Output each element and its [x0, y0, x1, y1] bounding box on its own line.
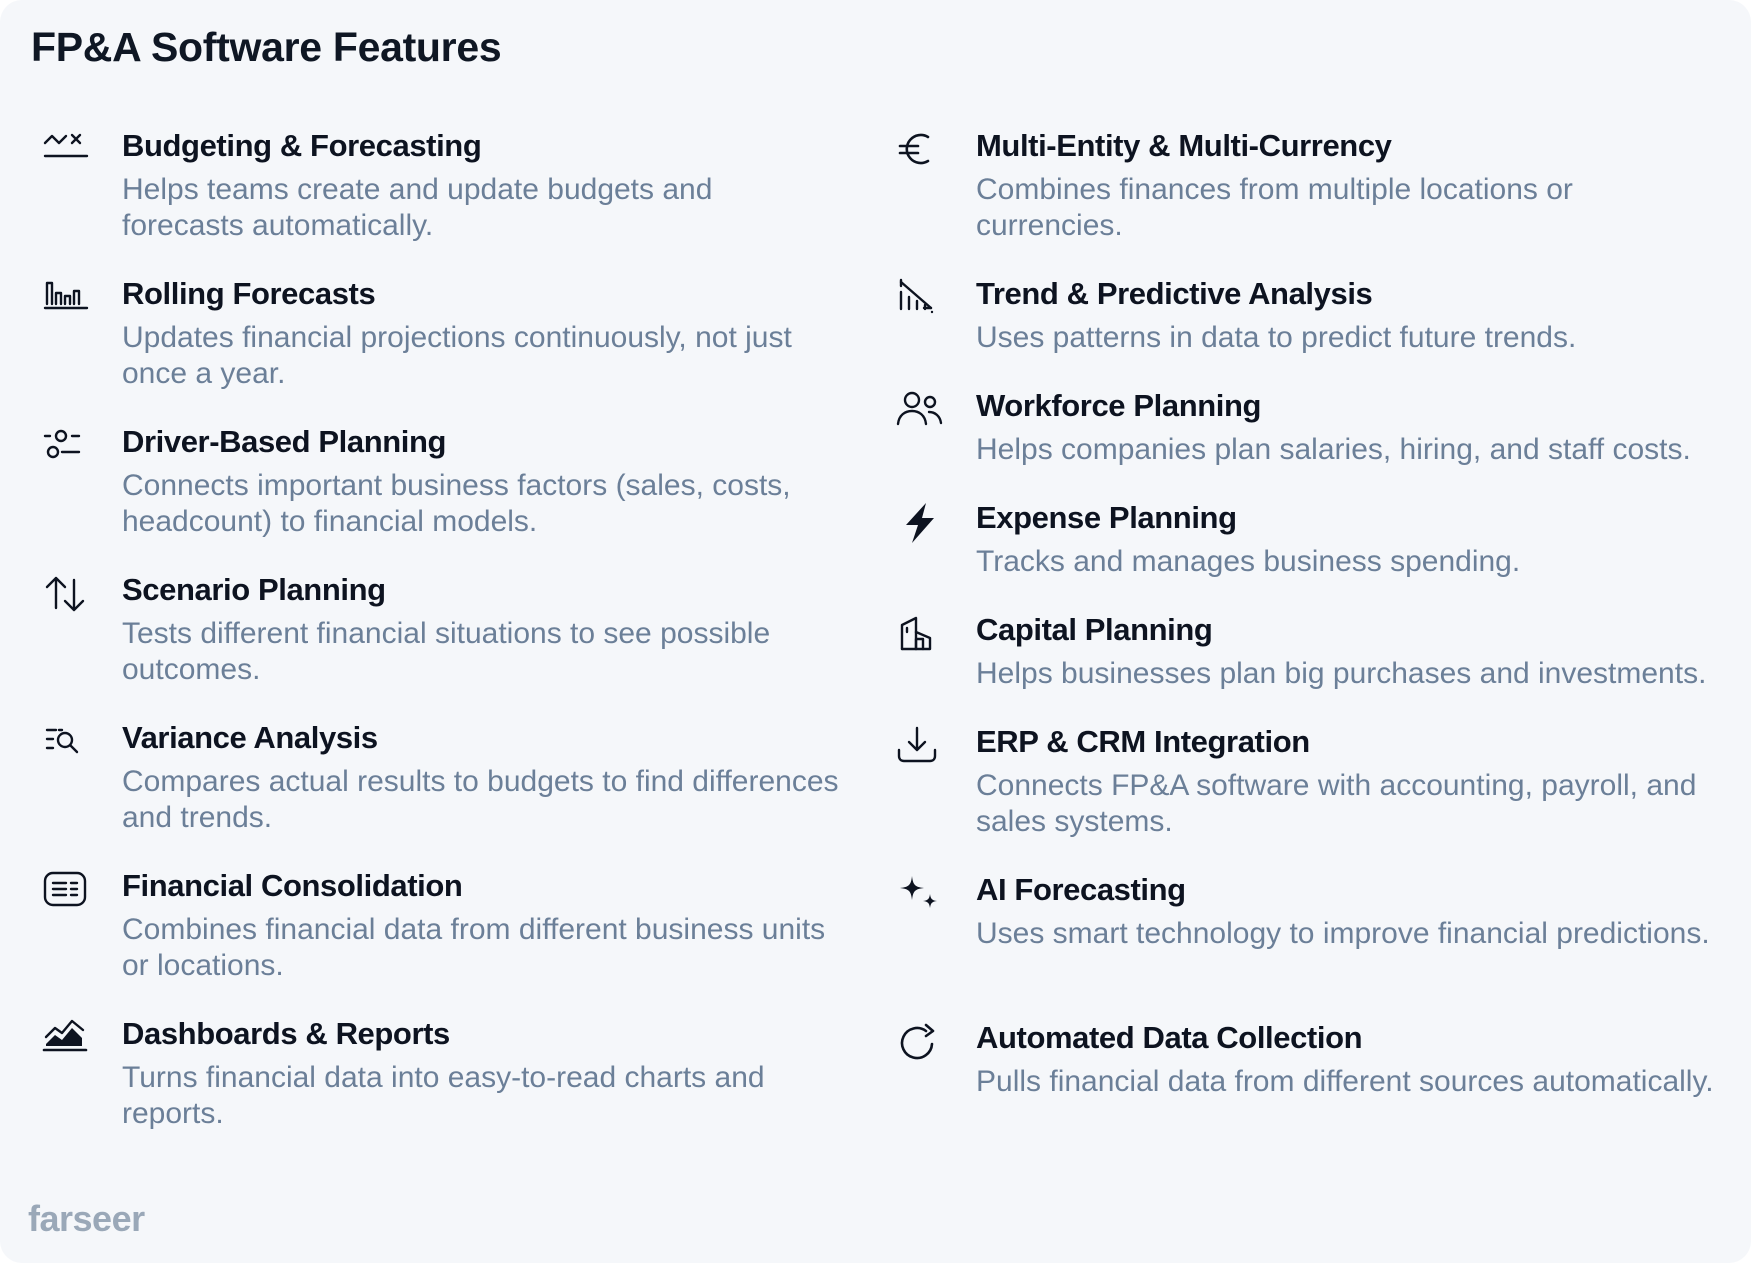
feature-description: Compares actual results to budgets to find differences and trends.	[122, 765, 839, 834]
feature-description: Helps businesses plan big purchases and investments.	[976, 657, 1707, 690]
feature-description: Combines finances from multiple locations or currencies.	[976, 173, 1573, 242]
feature-description: Uses patterns in data to predict future trends.	[976, 321, 1577, 354]
sparkles-icon	[896, 872, 944, 920]
feature-description: Tests different financial situations to see possible outcomes.	[122, 617, 771, 686]
trend-down-chart-icon	[896, 276, 944, 324]
feature-title: Scenario Planning	[122, 572, 386, 607]
feature-title: AI Forecasting	[976, 872, 1186, 907]
feature-description: Turns financial data into easy-to-read charts and reports.	[122, 1061, 765, 1130]
lightning-icon	[896, 500, 944, 548]
area-chart-icon	[42, 1016, 90, 1064]
feature-title: Trend & Predictive Analysis	[976, 276, 1373, 311]
feature-title: Automated Data Collection	[976, 1020, 1363, 1055]
feature-description: Pulls financial data from different sources automatically.	[976, 1065, 1714, 1098]
feature-description: Helps teams create and update budgets and forecasts automatically.	[122, 173, 713, 242]
budget-trend-icon	[42, 128, 90, 176]
feature-title: Budgeting & Forecasting	[122, 128, 482, 163]
sliders-icon	[42, 424, 90, 472]
feature-title: ERP & CRM Integration	[976, 724, 1310, 759]
euro-icon	[896, 128, 944, 176]
list-search-icon	[42, 720, 90, 768]
refresh-icon	[896, 1020, 944, 1068]
feature-title: Driver-Based Planning	[122, 424, 447, 459]
bar-chart-icon	[42, 276, 90, 324]
download-icon	[896, 724, 944, 772]
feature-description: Connects FP&A software with accounting, payroll, and sales systems.	[976, 769, 1697, 838]
arrows-up-down-icon	[42, 572, 90, 620]
users-icon	[896, 388, 944, 436]
feature-title: Capital Planning	[976, 612, 1213, 647]
building-icon	[896, 612, 944, 660]
feature-title: Expense Planning	[976, 500, 1237, 535]
feature-title: Variance Analysis	[122, 720, 378, 755]
brand-logo: farseer	[28, 1198, 145, 1239]
feature-description: Tracks and manages business spending.	[976, 545, 1521, 578]
feature-description: Combines financial data from different business units or locations.	[122, 913, 826, 982]
feature-title: Dashboards & Reports	[122, 1016, 450, 1051]
document-list-icon	[42, 868, 90, 916]
page-title: FP&A Software Features	[31, 24, 502, 70]
feature-title: Financial Consolidation	[122, 868, 463, 903]
feature-description: Connects important business factors (sales, costs, headcount) to financial models.	[122, 469, 791, 538]
feature-title: Multi-Entity & Multi-Currency	[976, 128, 1392, 163]
feature-description: Updates financial projections continuously, not just once a year.	[122, 321, 792, 390]
feature-description: Helps companies plan salaries, hiring, and staff costs.	[976, 433, 1691, 466]
feature-title: Rolling Forecasts	[122, 276, 376, 311]
feature-title: Workforce Planning	[976, 388, 1262, 423]
feature-description: Uses smart technology to improve financial predictions.	[976, 917, 1710, 950]
